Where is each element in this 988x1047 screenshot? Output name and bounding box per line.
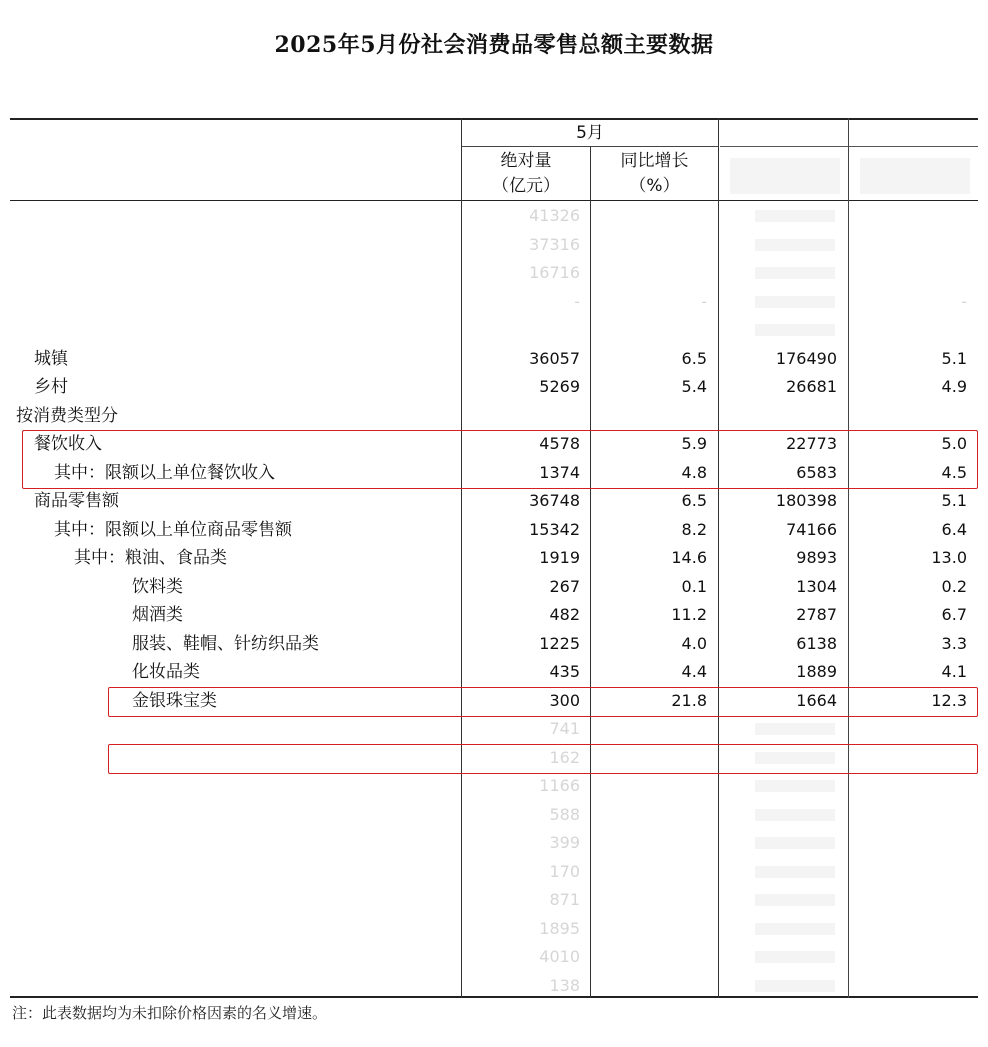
cell-yoy: 11.2 [671,605,707,624]
yoy-header-line1: 同比增长 [620,151,689,171]
page-title: 2025年5月份社会消费品零售总额主要数据 [274,32,714,58]
cell-cumyoy: 4.1 [941,662,967,681]
cell-abs: 741 [549,719,580,738]
cell-abs: 399 [549,833,580,852]
redacted-cell [755,210,835,222]
cell-abs: 267 [549,576,580,596]
cell-cum: 176490 [775,348,837,368]
cell-abs: 4578 [539,434,580,453]
cell-cumyoy: 3.3 [941,633,967,653]
cell-abs: 170 [549,861,580,881]
cell-cumyoy: 6.4 [941,519,967,539]
cell-abs: 300 [549,690,580,710]
cell-abs: 5269 [539,377,580,396]
cell-cumyoy: 5.1 [941,491,967,510]
data-table [10,118,978,998]
cell-abs: 162 [549,747,580,767]
redacted-cell [755,809,835,821]
highlight-box [22,430,978,489]
cum-group-rule [720,146,978,147]
redacted-cell [755,723,835,735]
cell-abs: 4010 [539,947,580,966]
cell-abs: 16716 [529,263,580,282]
cell-abs: 138 [549,975,580,995]
row-label: 其中：粮油、食品类 [74,548,227,568]
redacted-cell [755,324,835,336]
cell-abs: 1919 [539,548,580,567]
cell-cumyoy: 13.0 [931,548,967,567]
cell-abs: 482 [549,605,580,624]
redacted-cell [755,923,835,935]
redacted-cell [755,894,835,906]
cell-abs: 1225 [539,633,580,653]
row-label: 化妆品类 [132,662,200,682]
highlight-box [108,687,978,718]
redacted-cell [755,267,835,279]
cell-cum: 2787 [796,605,837,624]
cell-cumyoy: 0.2 [941,576,967,596]
row-label: 其中：限额以上单位餐饮收入 [54,462,275,483]
cell-cumyoy: 5.1 [941,348,967,368]
abs-header-line2: （亿元） [492,176,560,196]
cell-yoy: 6.5 [681,348,707,368]
row-label: 城镇 [34,348,68,369]
cell-cum: 180398 [775,491,837,510]
row-label: 乡村 [34,377,68,397]
cell-abs: 435 [549,662,580,681]
cell-cum: 26681 [786,377,837,396]
cell-cumyoy: 4.5 [941,462,967,482]
cell-abs: - [574,291,580,311]
cell-cumyoy: - [961,291,967,311]
cell-abs: 588 [549,804,580,824]
row-label: 餐饮收入 [34,434,102,454]
month-group-header: 5月 [576,123,604,143]
cell-yoy: 8.2 [681,519,707,539]
cell-yoy: 0.1 [681,576,707,596]
redacted-cell [755,980,835,992]
cell-cum: 74166 [786,519,837,539]
redacted-header-cumyoy [860,158,970,194]
row-label: 烟酒类 [132,605,183,625]
cell-yoy: 4.4 [681,662,707,681]
cell-abs: 37316 [529,234,580,254]
cell-cum: 1304 [796,576,837,596]
cell-abs: 871 [549,890,580,909]
cell-abs: 15342 [529,519,580,539]
redacted-header-cum [730,158,840,194]
header-bottom-rule [10,200,978,201]
cell-yoy: 14.6 [671,548,707,567]
row-label: 按消费类型分 [16,405,118,426]
cell-cum: 1889 [796,662,837,681]
redacted-cell [755,951,835,963]
redacted-cell [755,837,835,849]
cell-abs: 1166 [539,776,580,795]
cell-yoy: 21.8 [671,690,707,710]
redacted-cell [755,866,835,878]
row-label: 商品零售额 [34,491,119,511]
row-label: 服装、鞋帽、针纺织品类 [132,633,319,654]
cell-abs: 36748 [529,491,580,510]
cell-yoy: 5.4 [681,377,707,396]
redacted-cell [755,296,835,308]
cell-cum: 22773 [786,434,837,453]
cell-cum: 1664 [796,690,837,710]
redacted-cell [755,239,835,251]
table-footnote: 注：此表数据均为未扣除价格因素的名义增速。 [12,1004,328,1022]
row-label: 金银珠宝类 [132,690,217,711]
cell-abs: 41326 [529,206,580,225]
row-label: 饮料类 [132,576,183,597]
cell-cum: 6583 [796,462,837,482]
cell-cumyoy: 5.0 [941,434,967,453]
highlight-box [108,744,978,775]
cell-yoy: - [701,291,707,311]
cell-cum: 6138 [796,633,837,653]
cell-yoy: 5.9 [681,434,707,453]
abs-header-line1: 绝对量 [500,151,552,171]
cell-cumyoy: 4.9 [941,377,967,396]
redacted-cell [755,780,835,792]
cell-cum: 9893 [796,548,837,567]
row-label: 其中：限额以上单位商品零售额 [54,519,292,540]
cell-yoy: 4.0 [681,633,707,653]
yoy-header-line2: （%） [629,176,680,196]
cell-yoy: 4.8 [681,462,707,482]
cell-yoy: 6.5 [681,491,707,510]
cell-abs: 36057 [529,348,580,368]
cell-cumyoy: 12.3 [931,690,967,710]
cell-cumyoy: 6.7 [941,605,967,624]
cell-abs: 1374 [539,462,580,482]
cell-abs: 1895 [539,918,580,938]
